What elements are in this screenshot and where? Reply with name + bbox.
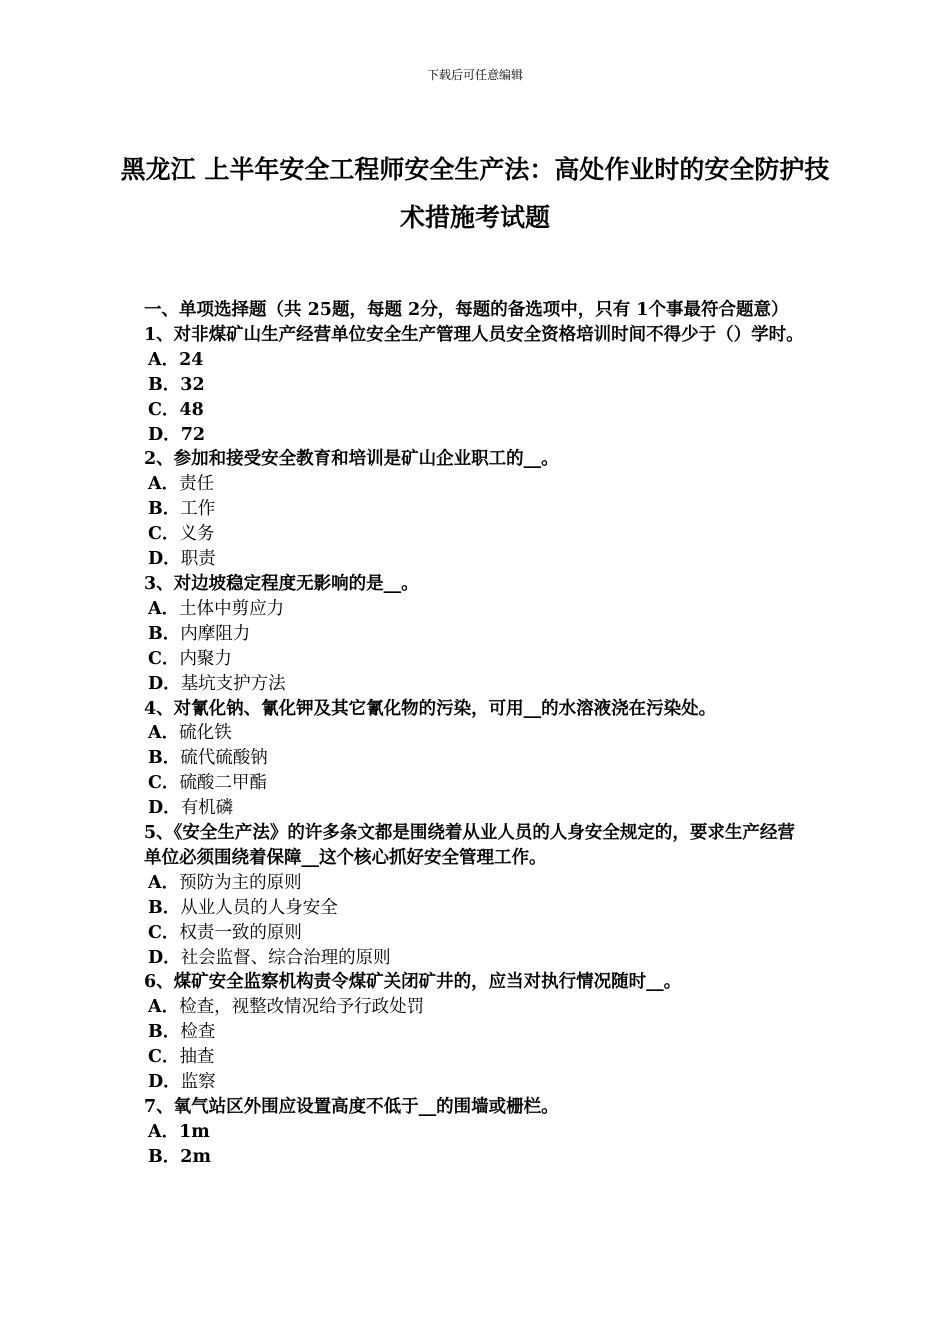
option-text: 硫酸二甲酯 <box>179 773 267 794</box>
question-block <box>144 821 812 970</box>
option-letter: D． <box>148 798 181 819</box>
option-item <box>144 721 812 746</box>
option-text: 抽查 <box>179 1047 215 1068</box>
option-letter: C． <box>148 648 180 669</box>
question-block <box>144 1095 812 1170</box>
option-item <box>144 946 812 971</box>
option-text: 监察 <box>180 1072 216 1093</box>
option-item <box>144 622 812 647</box>
option-letter: C． <box>148 1047 180 1068</box>
section-heading: 一、单项选择题（共 25题，每题 2分，每题的备选项中，只有 1个事最符合题意） <box>144 300 789 320</box>
option-item <box>144 597 812 622</box>
option-text: 检查，视整改情况给予行政处罚 <box>179 997 425 1018</box>
option-item <box>144 497 812 522</box>
option-text: 从业人员的人身安全 <box>180 897 338 918</box>
option-text: 社会监督、综合治理的原则 <box>180 947 391 968</box>
option-letter: A． <box>148 598 180 619</box>
option-item <box>144 995 812 1020</box>
question-text: 7、氧气站区外围应设置高度不低于__的围墙或栅栏。 <box>144 1097 559 1117</box>
option-letter: A． <box>148 474 180 495</box>
option-text: 预防为主的原则 <box>179 872 302 893</box>
option-letter: D． <box>148 549 181 570</box>
option-item <box>144 647 812 672</box>
option-text: 2m <box>180 1146 211 1167</box>
option-letter: D． <box>148 424 181 445</box>
option-item <box>144 871 812 896</box>
option-text: 义务 <box>179 524 215 545</box>
option-text: 权责一致的原则 <box>179 922 302 943</box>
option-item <box>144 1120 812 1145</box>
option-text: 24 <box>179 349 204 370</box>
option-text: 检查 <box>180 1022 216 1043</box>
option-item <box>144 348 812 373</box>
option-text: 基坑支护方法 <box>180 673 286 694</box>
document-body <box>144 298 812 1170</box>
option-item <box>144 423 812 448</box>
option-letter: B． <box>148 499 181 520</box>
option-letter: A． <box>148 723 180 744</box>
option-text: 内聚力 <box>179 648 232 669</box>
option-letter: B． <box>148 374 181 395</box>
option-item <box>144 746 812 771</box>
option-letter: C． <box>148 399 180 420</box>
option-letter: C． <box>148 524 180 545</box>
option-text: 内摩阻力 <box>180 623 251 644</box>
option-letter: A． <box>148 349 180 370</box>
question-text: 3、对边坡稳定程度无影响的是__。 <box>144 573 419 594</box>
question-text: 6、煤矿安全监察机构责令煤矿关闭矿井的，应当对执行情况随时__。 <box>144 972 682 993</box>
option-letter: C． <box>148 773 180 794</box>
option-letter: A． <box>148 1121 180 1142</box>
option-text: 职责 <box>180 549 216 570</box>
option-item <box>144 771 812 796</box>
question-block <box>144 323 812 448</box>
option-letter: D． <box>148 1072 181 1093</box>
option-letter: A． <box>148 872 180 893</box>
option-letter: D． <box>148 947 181 968</box>
option-letter: B． <box>148 748 181 769</box>
question-block <box>144 697 812 822</box>
option-letter: B． <box>148 1022 181 1043</box>
option-text: 72 <box>180 424 206 445</box>
question-block <box>144 970 812 1095</box>
option-text: 有机磷 <box>180 798 234 819</box>
option-text: 责任 <box>179 474 215 495</box>
question-block <box>144 572 812 697</box>
option-text: 32 <box>180 374 205 395</box>
option-item <box>144 796 812 821</box>
option-text: 工作 <box>180 499 216 520</box>
option-text: 土体中剪应力 <box>179 598 285 619</box>
question-text: 1、对非煤矿山生产经营单位安全生产管理人员安全资格培训时间不得少于（）学时。 <box>144 324 804 345</box>
option-text: 48 <box>179 399 204 420</box>
option-text: 硫代硫酸钠 <box>180 748 268 769</box>
option-item <box>144 1070 812 1095</box>
question-text: 5、《安全生产法》的许多条文都是围绕着从业人员的人身安全规定的，要求生产经营单位必须围绕着保障__这个核心抓好安全管理工作。 <box>144 823 795 868</box>
option-item <box>144 921 812 946</box>
option-item <box>144 547 812 572</box>
question-block <box>144 447 812 572</box>
option-item <box>144 672 812 697</box>
option-letter: C． <box>148 922 180 943</box>
option-item <box>144 1020 812 1045</box>
option-item <box>144 1045 812 1070</box>
option-item <box>144 398 812 423</box>
option-letter: D． <box>148 673 181 694</box>
question-text: 2、参加和接受安全教育和培训是矿山企业职工的__。 <box>144 449 559 470</box>
option-text: 1m <box>179 1121 210 1142</box>
option-item <box>144 373 812 398</box>
option-item <box>144 472 812 497</box>
option-letter: B． <box>148 897 181 918</box>
document-title: 黑龙江 上半年安全工程师安全生产法：高处作业时的安全防护技术措施考试题 <box>120 155 830 232</box>
header-note: 下载后可任意编辑 <box>426 68 523 82</box>
question-text: 4、对氰化钠、氰化钾及其它氰化物的污染，可用__的水溶液浇在污染处。 <box>144 698 717 719</box>
option-item <box>144 522 812 547</box>
option-item <box>144 1145 812 1170</box>
option-letter: B． <box>148 623 181 644</box>
option-text: 硫化铁 <box>179 723 232 744</box>
option-letter: B． <box>148 1146 181 1167</box>
option-letter: A． <box>148 997 180 1018</box>
option-item <box>144 896 812 921</box>
